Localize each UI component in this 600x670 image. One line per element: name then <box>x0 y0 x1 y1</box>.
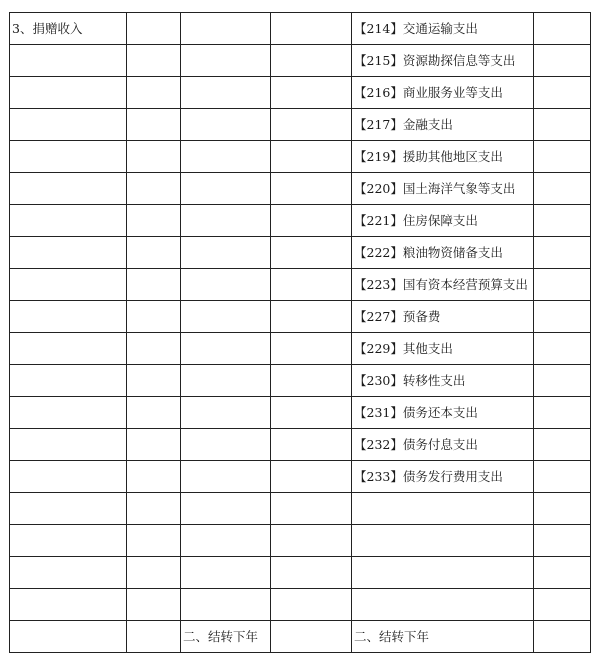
table-cell: 【219】援助其他地区支出 <box>352 141 534 173</box>
table-cell <box>10 525 127 557</box>
table-cell <box>127 237 181 269</box>
table-cell <box>181 333 271 365</box>
table-cell <box>534 365 591 397</box>
table-row <box>10 205 591 237</box>
table-cell: 【227】预备费 <box>352 301 534 333</box>
table-cell: 【232】债务付息支出 <box>352 429 534 461</box>
table-cell <box>352 557 534 589</box>
table-cell <box>10 461 127 493</box>
table-cell <box>352 525 534 557</box>
table-cell: 【223】国有资本经营预算支出 <box>352 269 534 301</box>
table-row <box>10 141 591 173</box>
table-cell <box>10 109 127 141</box>
table-cell <box>10 77 127 109</box>
table-cell <box>534 461 591 493</box>
table-cell <box>271 173 352 205</box>
table-cell <box>181 301 271 333</box>
table-cell <box>534 397 591 429</box>
table-row <box>10 461 591 493</box>
table-cell <box>181 45 271 77</box>
table-cell <box>534 13 591 45</box>
table-cell <box>127 525 181 557</box>
table-cell <box>127 333 181 365</box>
table-cell: 二、结转下年 <box>352 621 534 653</box>
table-cell: 【217】金融支出 <box>352 109 534 141</box>
table-cell <box>534 269 591 301</box>
table-cell <box>271 109 352 141</box>
table-cell: 二、结转下年 <box>181 621 271 653</box>
table-cell <box>127 461 181 493</box>
table-cell <box>534 45 591 77</box>
table-cell <box>127 429 181 461</box>
table-cell <box>271 429 352 461</box>
table-cell <box>534 589 591 621</box>
table-row <box>10 77 591 109</box>
table-cell <box>127 301 181 333</box>
table-cell <box>181 397 271 429</box>
table-cell <box>127 589 181 621</box>
table-cell <box>10 557 127 589</box>
table-row <box>10 109 591 141</box>
table-cell <box>181 269 271 301</box>
table-cell: 【220】国土海洋气象等支出 <box>352 173 534 205</box>
table-cell <box>127 77 181 109</box>
table-cell: 【221】住房保障支出 <box>352 205 534 237</box>
table-cell <box>10 621 127 653</box>
table-cell <box>127 141 181 173</box>
table-cell <box>181 237 271 269</box>
table-cell <box>271 205 352 237</box>
table-cell <box>181 525 271 557</box>
table-cell <box>10 301 127 333</box>
table-cell: 【230】转移性支出 <box>352 365 534 397</box>
table-cell: 【222】粮油物资储备支出 <box>352 237 534 269</box>
table-cell <box>10 205 127 237</box>
table-cell <box>127 493 181 525</box>
table-cell <box>127 365 181 397</box>
table-cell <box>127 397 181 429</box>
table-cell <box>271 493 352 525</box>
table-cell <box>181 109 271 141</box>
table-cell <box>271 525 352 557</box>
table-cell: 【233】债务发行费用支出 <box>352 461 534 493</box>
table-cell <box>181 77 271 109</box>
table-cell <box>10 141 127 173</box>
budget-table-body <box>10 13 591 653</box>
table-cell <box>181 429 271 461</box>
table-row <box>10 173 591 205</box>
table-cell <box>271 397 352 429</box>
table-cell <box>10 269 127 301</box>
table-cell <box>10 45 127 77</box>
table-row <box>10 429 591 461</box>
table-row <box>10 365 591 397</box>
table-cell <box>271 621 352 653</box>
table-cell <box>181 461 271 493</box>
table-cell <box>271 269 352 301</box>
table-cell <box>352 493 534 525</box>
table-cell <box>127 173 181 205</box>
table-cell <box>534 493 591 525</box>
table-cell <box>534 205 591 237</box>
table-cell <box>271 13 352 45</box>
table-cell <box>271 141 352 173</box>
table-cell: 【216】商业服务业等支出 <box>352 77 534 109</box>
table-cell <box>271 365 352 397</box>
table-row <box>10 557 591 589</box>
table-cell <box>181 205 271 237</box>
table-cell: 【231】债务还本支出 <box>352 397 534 429</box>
table-cell <box>181 557 271 589</box>
table-cell <box>271 557 352 589</box>
table-cell <box>534 141 591 173</box>
table-cell <box>271 45 352 77</box>
table-cell <box>271 77 352 109</box>
table-cell <box>534 333 591 365</box>
table-row <box>10 589 591 621</box>
table-cell <box>271 301 352 333</box>
table-row <box>10 493 591 525</box>
table-cell <box>271 461 352 493</box>
table-cell <box>127 621 181 653</box>
table-cell <box>534 621 591 653</box>
table-row <box>10 301 591 333</box>
table-cell <box>181 589 271 621</box>
table-cell <box>127 109 181 141</box>
table-cell <box>534 77 591 109</box>
table-cell <box>534 557 591 589</box>
table-cell <box>10 333 127 365</box>
table-row <box>10 13 591 45</box>
table-cell: 【214】交通运输支出 <box>352 13 534 45</box>
table-cell <box>10 397 127 429</box>
table-cell <box>181 365 271 397</box>
table-cell <box>127 269 181 301</box>
table-row <box>10 237 591 269</box>
table-cell <box>534 525 591 557</box>
table-cell <box>271 237 352 269</box>
table-cell <box>10 237 127 269</box>
table-cell <box>10 589 127 621</box>
table-row <box>10 621 591 653</box>
table-cell <box>127 205 181 237</box>
table-cell <box>10 429 127 461</box>
table-cell <box>127 557 181 589</box>
table-cell <box>534 237 591 269</box>
table-cell <box>10 365 127 397</box>
table-cell <box>10 173 127 205</box>
budget-table <box>9 12 591 653</box>
table-row <box>10 333 591 365</box>
table-cell <box>10 493 127 525</box>
table-cell <box>534 429 591 461</box>
table-cell <box>534 109 591 141</box>
table-cell <box>534 301 591 333</box>
table-cell <box>271 333 352 365</box>
table-row <box>10 525 591 557</box>
table-cell <box>181 493 271 525</box>
table-cell: 3、捐赠收入 <box>10 13 127 45</box>
table-cell <box>352 589 534 621</box>
table-cell <box>127 45 181 77</box>
table-cell <box>181 173 271 205</box>
table-cell <box>127 13 181 45</box>
table-cell <box>181 141 271 173</box>
table-cell <box>271 589 352 621</box>
table-row <box>10 397 591 429</box>
table-row <box>10 45 591 77</box>
table-cell <box>181 13 271 45</box>
table-row <box>10 269 591 301</box>
table-cell: 【215】资源勘探信息等支出 <box>352 45 534 77</box>
table-cell: 【229】其他支出 <box>352 333 534 365</box>
table-cell <box>534 173 591 205</box>
